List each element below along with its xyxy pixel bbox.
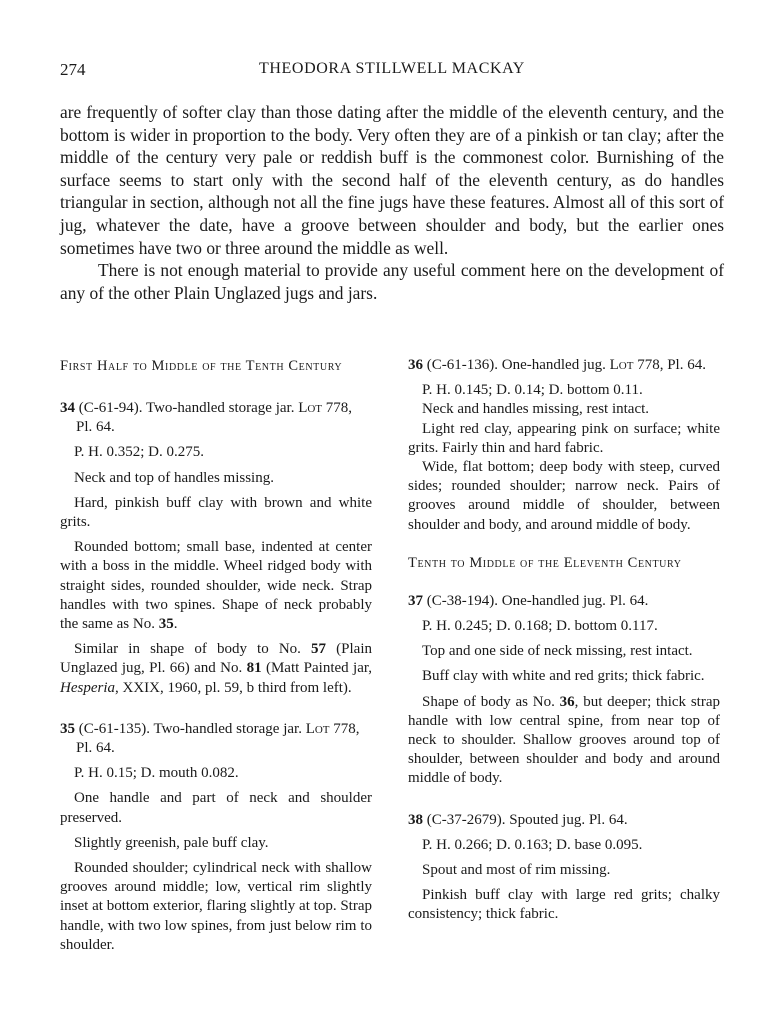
entry-dimensions: P. H. 0.245; D. 0.168; D. bottom 0.117.: [422, 618, 658, 635]
catalog-entry-38: [408, 811, 720, 925]
entry-fabric: Buff clay with white and red grits; thick fabric.: [422, 668, 705, 685]
entry-heading: 38 (C-37-2679). Spouted jug. Pl. 64.: [408, 811, 628, 828]
entry-number: 37: [408, 592, 423, 609]
entry-fabric: Light red clay, appearing pink on surface; white grits. Fairly thin and hard fabric.: [408, 420, 720, 456]
entry-condition: Spout and most of rim missing.: [422, 862, 611, 879]
section-heading: First Half to Middle of the Tenth Century: [60, 358, 343, 374]
entry-heading: 34 (C-61-94). Two-handled storage jar. Lot 778, Pl. 64.: [60, 400, 353, 436]
entry-shape: Rounded shoulder; cylindrical neck with shallow grooves around middle; low, vertical rim slightly inset at bottom exterior, flaring slightly at top. Strap handle, with two low spines, from just below rim to shoulder.: [60, 860, 372, 953]
entry-shape: Shape of body as No. 36, but deeper; thick strap handle with low central spine, from near top of neck to shoulder. Shallow grooves around top of shoulder, between shoulder and body and around middle of body.: [408, 693, 720, 787]
entry-number: 36: [408, 357, 423, 373]
right-column: [408, 356, 720, 925]
entry-condition: Neck and handles missing, rest intact.: [422, 401, 650, 418]
running-title: THEODORA STILLWELL MACKAY: [259, 60, 525, 77]
entry-heading: 36 (C-61-136). One-handled jug. Lot 778, Pl. 64.: [408, 357, 706, 373]
intro-text: [60, 101, 724, 304]
entry-fabric: Pinkish buff clay with large red grits; chalky consistency; thick fabric.: [408, 887, 720, 923]
entry-shape: Rounded bottom; small base, indented at center with a boss in the middle. Wheel ridged body with straight sides, rounded shoulder, wide neck. Strap handles with two spines. Shape of neck probably the same as No. 35.: [60, 539, 372, 633]
entry-shape: Wide, flat bottom; deep body with steep, curved sides; rounded shoulder; narrow neck. Pairs of grooves around middle of shoulder, between shoulder and body, and around middle of body.: [408, 459, 720, 533]
catalog-entry-35: [60, 720, 372, 955]
entry-condition: One handle and part of neck and shoulder preserved.: [60, 790, 372, 826]
entry-condition: Neck and top of handles missing.: [74, 469, 274, 486]
entry-number: 34: [60, 400, 75, 416]
entry-fabric: Slightly greenish, pale buff clay.: [74, 834, 269, 851]
section-heading: Tenth to Middle of the Eleventh Century: [408, 554, 682, 571]
entry-dimensions: P. H. 0.145; D. 0.14; D. bottom 0.11.: [422, 382, 643, 399]
intro-paragraph: There is not enough material to provide any useful comment here on the development of any of the other Plain Unglazed jugs and jars.: [60, 260, 724, 303]
entry-comparison: Similar in shape of body to No. 57 (Plain Unglazed jug, Pl. 66) and No. 81 (Matt Painted jar, Hesperia, XXIX, 1960, pl. 59, b third from left).: [60, 641, 373, 696]
entry-dimensions: P. H. 0.266; D. 0.163; D. base 0.095.: [422, 836, 643, 853]
entry-dimensions: P. H. 0.352; D. 0.275.: [74, 444, 205, 461]
entry-heading: 35 (C-61-135). Two-handled storage jar. Lot 778, Pl. 64.: [60, 720, 360, 757]
catalog-entry-34: [60, 399, 372, 698]
intro-paragraph: are frequently of softer clay than those dating after the middle of the eleventh century, and the bottom is wider in proportion to the body. Very often they are of a pinkish or tan clay; after the middle of the century very pale or reddish buff is the commonest color. Burnishing of the surface seems to start only with the second half of the eleventh century, as do handles triangular in section, although not all the fine jugs have these features. Almost all of this sort of jug, whatever the date, have a groove between shoulder and body, but the earlier ones sometimes have two or three around the middle as well.: [60, 102, 724, 258]
entry-dimensions: P. H. 0.15; D. mouth 0.082.: [74, 765, 239, 782]
entry-heading: 37 (C-38-194). One-handled jug. Pl. 64.: [408, 592, 649, 609]
entry-condition: Top and one side of neck missing, rest intact.: [422, 643, 693, 660]
page-header: [60, 60, 724, 82]
entry-fabric: Hard, pinkish buff clay with brown and white grits.: [60, 494, 372, 531]
page-number: 274: [60, 60, 86, 79]
left-column: [60, 356, 372, 955]
catalog-entry-37: [408, 592, 720, 789]
entry-number: 35: [60, 720, 75, 737]
catalog-entry-36: [408, 356, 720, 535]
entry-number: 38: [408, 811, 423, 828]
